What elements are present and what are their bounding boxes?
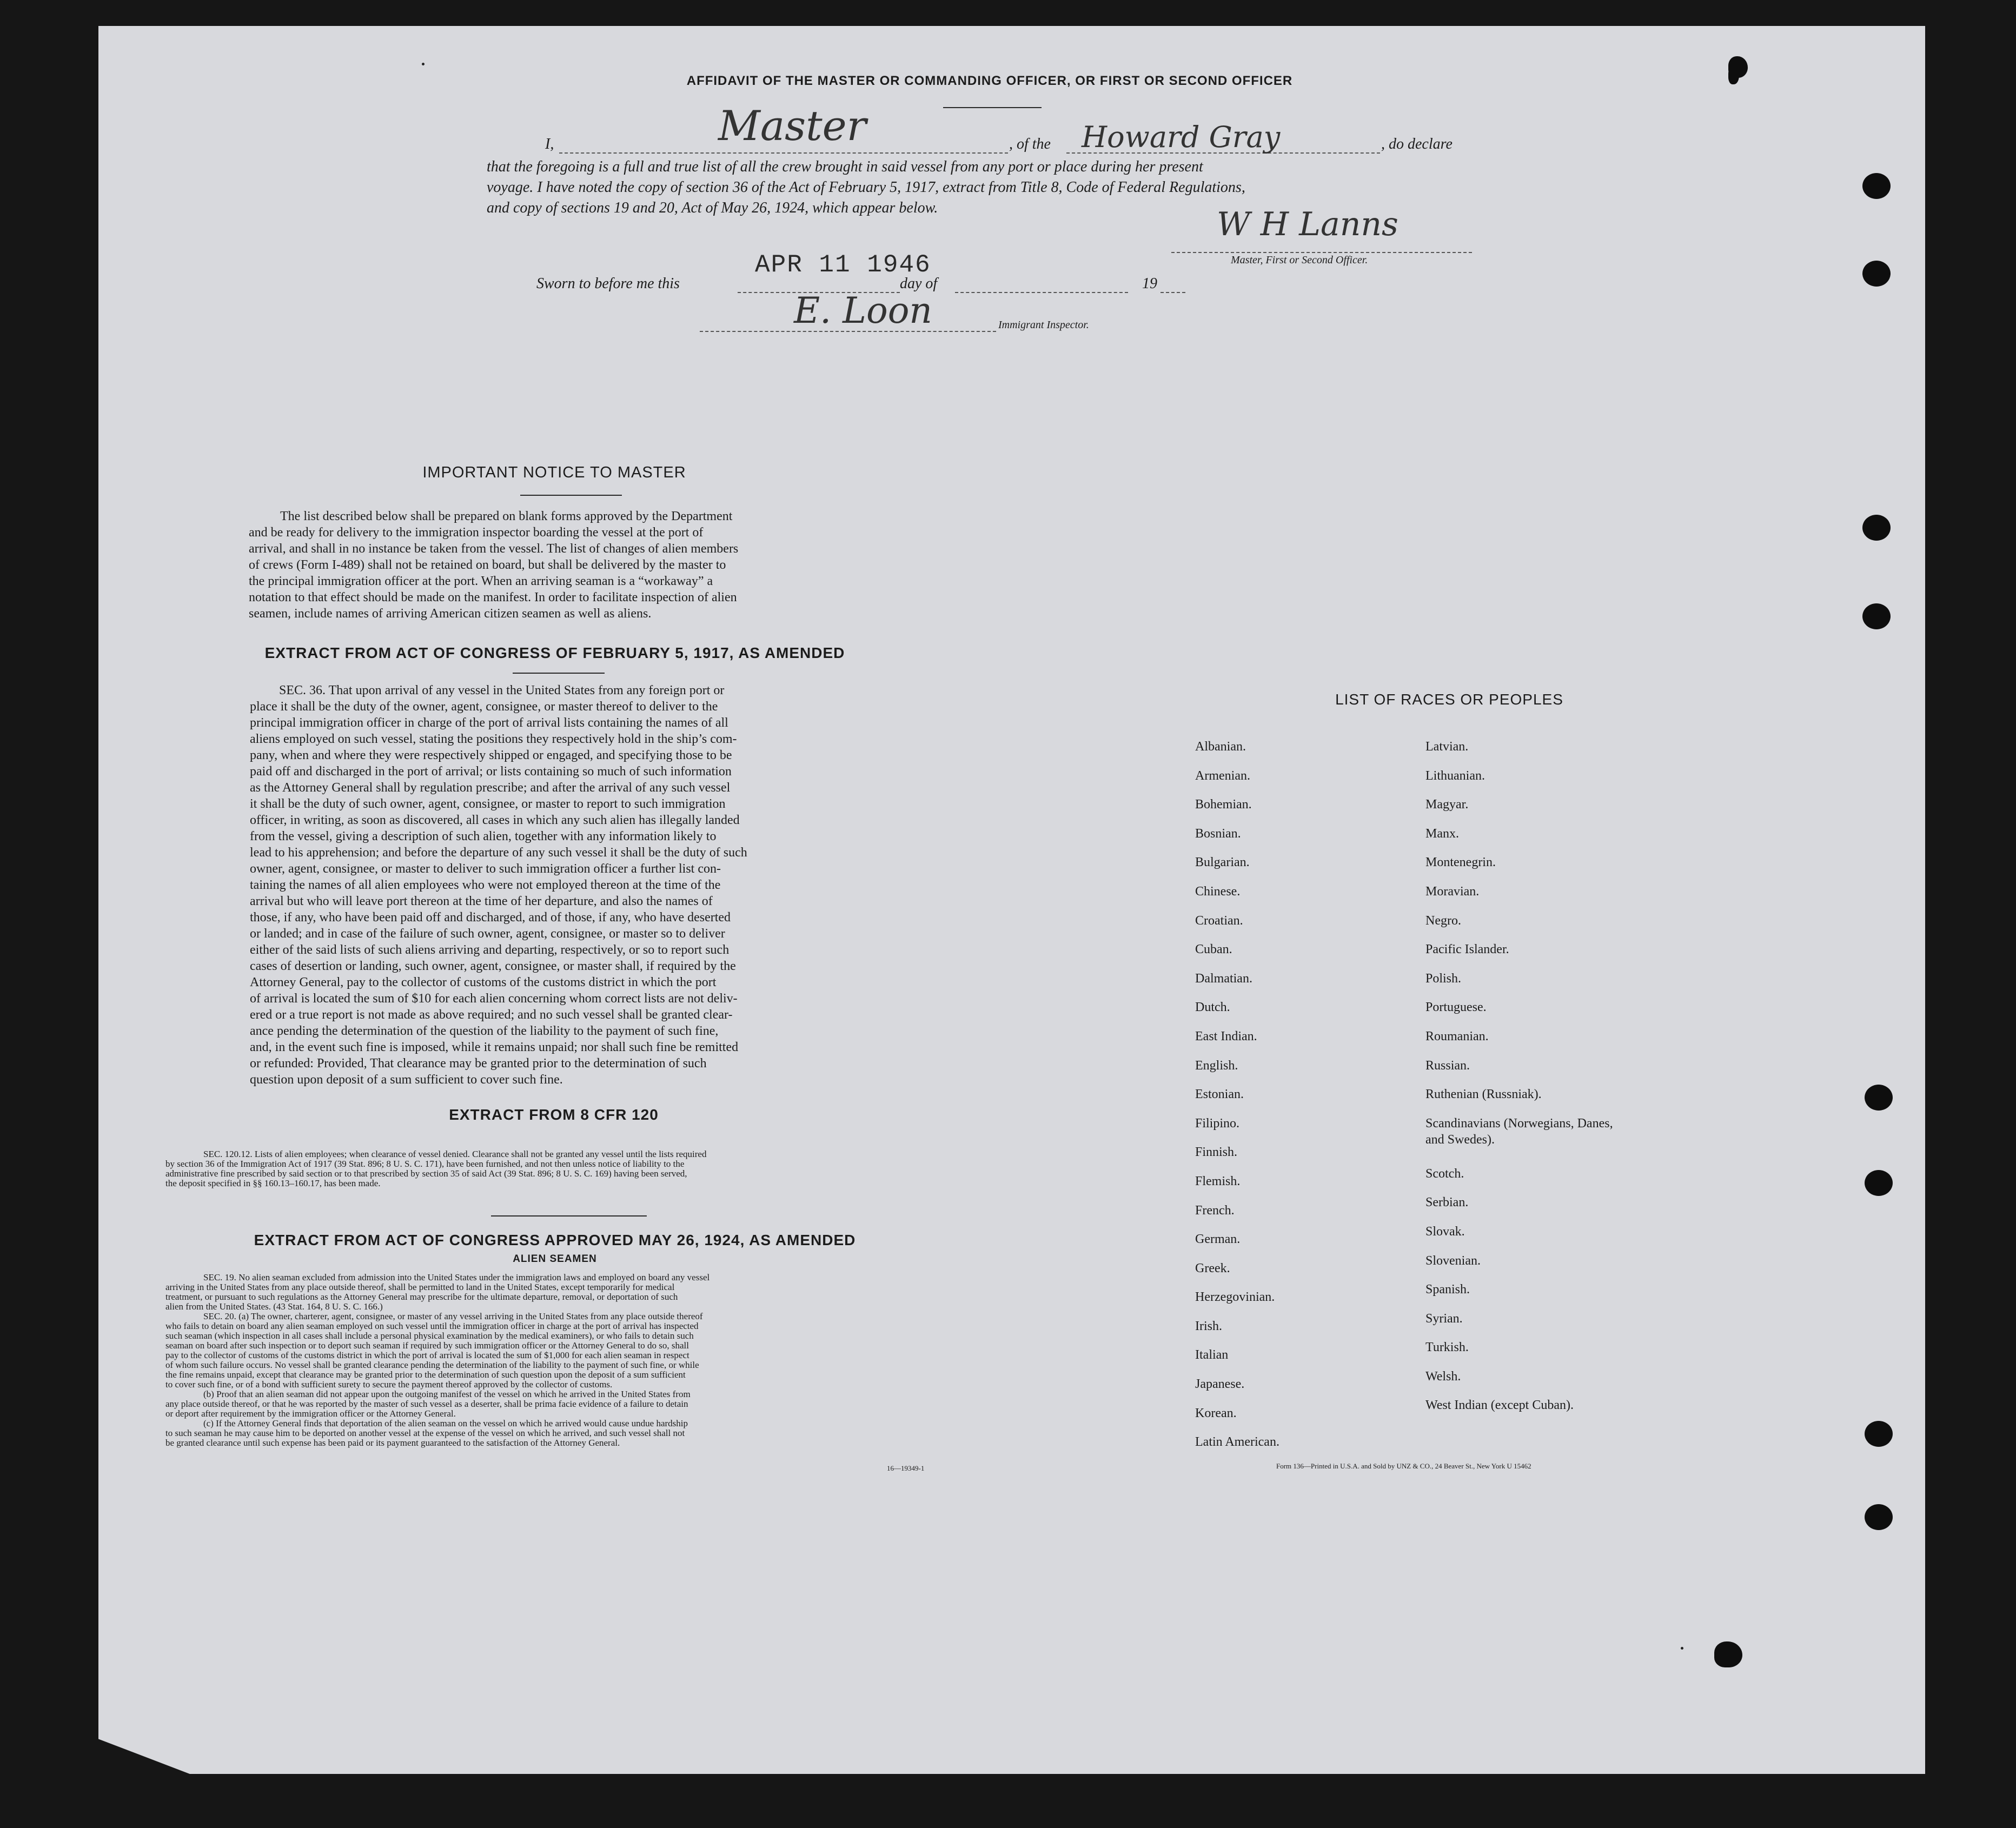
sworn-day-label: day of <box>900 275 938 292</box>
sec36-line: principal immigration officer in charge of the port of arrival lists containing the names of all <box>250 716 728 730</box>
sec36-line: or refunded: Provided, That clearance may be granted prior to the determination of such <box>250 1056 707 1071</box>
race-item: Estonian. <box>1195 1087 1244 1102</box>
alien-seamen-line: (b) Proof that an alien seaman did not appear upon the outgoing manifest of the vessel on which he arrived in the United States from <box>203 1389 691 1399</box>
alien-seamen-line: arriving in the United States from any place outside thereof, shall be permitted to land in the United States, except temporarily for medical <box>165 1282 675 1292</box>
sworn-year-label: 19 <box>1142 275 1157 292</box>
sec36-line: paid off and discharged in the port of arrival; or lists containing so much of such information <box>250 765 732 779</box>
alien-seamen-line: to cover such fine, or of a bond with sufficient surety to secure the payment thereof approved by the collector of customs. <box>165 1379 613 1390</box>
inspector-signature-line <box>700 331 996 332</box>
extract-1917-rule <box>513 673 605 674</box>
inspector-signature: E. Loon <box>794 290 932 331</box>
race-item: Bosnian. <box>1195 826 1241 841</box>
sec36-line: those, if any, who have been paid off and discharged, and of those, if any, who have deserted <box>250 910 731 925</box>
alien-seamen-line: seaman on board after such inspection or to deport such seaman if required by such immigration officer or the Attorney General to do so, shall <box>165 1340 689 1351</box>
race-item: Latin American. <box>1195 1435 1279 1450</box>
race-item: Roumanian. <box>1425 1029 1489 1043</box>
race-item: Flemish. <box>1195 1174 1241 1188</box>
race-item: East Indian. <box>1195 1029 1257 1043</box>
alien-seamen-line: SEC. 19. No alien seaman excluded from admission into the United States under the immigration laws and employed on board any vessel <box>203 1272 710 1282</box>
notice-title: IMPORTANT NOTICE TO MASTER <box>422 464 686 481</box>
sec36-line: from the vessel, giving a description of such alien, together with any information likely to <box>250 829 717 843</box>
race-item: English. <box>1195 1058 1238 1073</box>
race-item: Syrian. <box>1425 1311 1463 1326</box>
binder-hole <box>1865 1085 1893 1111</box>
binder-hole <box>1865 1504 1893 1530</box>
alien-seamen-line: such seaman (which inspection in all cases shall include a personal physical examination by the medical examiners), or who fails to detain such <box>165 1331 694 1341</box>
alien-seamen-line: the fine remains unpaid, except that clearance may be granted prior to the determination of such question upon the deposit of a sum sufficient <box>165 1370 686 1380</box>
race-item: Moravian. <box>1425 884 1480 899</box>
binder-hole <box>1862 603 1891 629</box>
alien-seamen-line: to such seaman he may cause him to be deported on another vessel at the expense of the vessel on which he arrived, and such vessel shall not <box>165 1428 685 1438</box>
extract-1924-subtitle: ALIEN SEAMEN <box>513 1253 597 1265</box>
sec36-line: cases of desertion or landing, such owner, agent, consignee, or master shall, if required by the <box>250 959 736 973</box>
race-item: Dutch. <box>1195 1000 1230 1015</box>
alien-seamen-line: treatment, or pursuant to such regulations as the Attorney General may prescribe for the ultimate departure, removal, or deportation of such <box>165 1292 678 1302</box>
race-item: Scandinavians (Norwegians, Danes, and Swedes). <box>1425 1116 1613 1147</box>
paper-speck <box>1681 1647 1683 1650</box>
alien-seamen-line: or deport after requirement by the immigration officer or the Attorney General. <box>165 1408 456 1419</box>
race-item: Portuguese. <box>1425 1000 1487 1015</box>
race-item: Magyar. <box>1425 797 1469 812</box>
race-item: Greek. <box>1195 1261 1230 1275</box>
master-signature: W H Lanns <box>1217 205 1398 243</box>
sec36-line: place it shall be the duty of the owner, agent, consignee, or master thereof to deliver to the <box>250 700 718 714</box>
race-item: Scotch. <box>1425 1166 1464 1181</box>
cfr-divider <box>491 1215 647 1217</box>
sec36-line: it shall be the duty of such owner, agent, consignee, or master to report to such immigration <box>250 797 726 811</box>
title-rule <box>943 107 1042 108</box>
race-item: Finnish. <box>1195 1145 1238 1160</box>
race-item: French. <box>1195 1203 1235 1218</box>
race-item: Lithuanian. <box>1425 768 1485 783</box>
race-item: Bulgarian. <box>1195 855 1250 870</box>
race-item: Pacific Islander. <box>1425 942 1509 957</box>
affidavit-line1-suffix: , do declare <box>1381 136 1453 152</box>
sec36-line: or landed; and in case of the failure of such owner, agent, consignee, or master so to deliver <box>250 927 725 941</box>
race-item: Cuban. <box>1195 942 1232 957</box>
races-left-column <box>1195 739 1279 1463</box>
race-item: Negro. <box>1425 913 1461 928</box>
alien-seamen-line: SEC. 20. (a) The owner, charterer, agent, consignee, or master of any vessel arriving in the United States from any place outside thereof <box>203 1311 703 1321</box>
alien-seamen-line: of whom such failure occurs. No vessel shall be granted clearance pending the determination of the liability to the payment of such fine, or while <box>165 1360 699 1370</box>
binder-hole <box>1865 1421 1893 1447</box>
form-footer: Form 136—Printed in U.S.A. and Sold by UNZ & CO., 24 Beaver St., New York U 15462 <box>1276 1462 1531 1470</box>
master-name-line <box>559 152 1008 154</box>
notice-line: seamen, include names of arriving American citizen seamen as well as aliens. <box>249 607 652 621</box>
master-signature-caption: Master, First or Second Officer. <box>1231 254 1368 266</box>
sec36-line: of arrival is located the sum of $10 for each alien concerning whom correct lists are not deliv- <box>250 992 738 1006</box>
race-item: Ruthenian (Russniak). <box>1425 1087 1542 1102</box>
master-name-handwriting: Master <box>718 102 866 150</box>
master-signature-line <box>1171 252 1472 253</box>
sworn-year-line <box>1160 292 1185 293</box>
vessel-name-handwriting: Howard Gray <box>1082 120 1281 154</box>
affidavit-line4: and copy of sections 19 and 20, Act of May 26, 1924, which appear below. <box>487 200 938 216</box>
extract-1924-text <box>165 1273 944 1448</box>
race-item: Dalmatian. <box>1195 971 1252 986</box>
races-title: LIST OF RACES OR PEOPLES <box>1335 691 1563 708</box>
race-item: Armenian. <box>1195 768 1250 783</box>
race-item: Polish. <box>1425 971 1462 986</box>
notice-line: of crews (Form I-489) shall not be retained on board, but shall be delivered by the master to <box>249 558 726 572</box>
race-item: Albanian. <box>1195 740 1246 754</box>
binder-hole <box>1865 1170 1893 1196</box>
sec36-line: SEC. 36. That upon arrival of any vessel in the United States from any foreign port or <box>279 683 725 697</box>
sec36-line: either of the said lists of such aliens arriving and departing, respectively, or so to report such <box>250 943 730 957</box>
race-item: Japanese. <box>1195 1377 1245 1392</box>
race-item: Herzegovinian. <box>1195 1290 1275 1305</box>
cfr-text <box>165 1149 944 1188</box>
race-item: Montenegrin. <box>1425 855 1496 870</box>
alien-seamen-line: be granted clearance until such expense has been paid or its payment guaranteed to the satisfaction of the Attorney General. <box>165 1438 620 1448</box>
notice-line: notation to that effect should be made on the manifest. In order to facilitate inspection of alien <box>249 590 737 604</box>
section-36-text <box>250 682 860 1088</box>
race-item: Manx. <box>1425 826 1459 841</box>
sec36-line: and, in the event such fine is imposed, while it remains unpaid; nor shall such fine be remitted <box>250 1040 739 1054</box>
notice-body <box>249 508 861 622</box>
binder-hole <box>1862 173 1891 199</box>
race-item: German. <box>1195 1232 1241 1247</box>
alien-seamen-line: who fails to detain on board any alien seaman employed on such vessel until the immigration officer in charge at the port of arrival has inspected <box>165 1321 699 1331</box>
extract-1924-title: EXTRACT FROM ACT OF CONGRESS APPROVED MAY 26, 1924, AS AMENDED <box>254 1232 856 1248</box>
sec36-line: ance pending the determination of the question of the liability to the payment of such fine, <box>250 1024 719 1038</box>
sec36-line: aliens employed on such vessel, stating the positions they respectively hold in the ship’s com- <box>250 732 737 746</box>
affidavit-line3: voyage. I have noted the copy of section 36 of the Act of February 5, 1917, extract from Title 8, Code of Federal Regulations, <box>487 179 1245 196</box>
race-item: Slovak. <box>1425 1224 1465 1239</box>
affidavit-title: AFFIDAVIT OF THE MASTER OR COMMANDING OFFICER, OR FIRST OR SECOND OFFICER <box>686 74 1293 88</box>
race-item: Filipino. <box>1195 1116 1240 1131</box>
extract-1917-title: EXTRACT FROM ACT OF CONGRESS OF FEBRUARY 5, 1917, AS AMENDED <box>264 644 845 661</box>
affidavit-line1-prefix: I, <box>545 136 554 152</box>
alien-seamen-line: any place outside thereof, or that he was reported by the master of such vessel as a deserter, shall be prima facie evidence of a failure to detain <box>165 1399 688 1409</box>
race-item: Latvian. <box>1425 740 1469 754</box>
sec36-line: pany, when and where they were respectively shipped or engaged, and specifying those to be <box>250 748 732 762</box>
race-item: Russian. <box>1425 1058 1470 1073</box>
paper-speck <box>422 63 425 65</box>
notice-line: The list described below shall be prepared on blank forms approved by the Department <box>280 509 733 523</box>
cfr-line: the deposit specified in §§ 160.13–160.17, has been made. <box>165 1178 381 1188</box>
race-item: Spanish. <box>1425 1282 1470 1297</box>
race-item: Croatian. <box>1195 913 1243 928</box>
notice-rule <box>520 495 622 496</box>
cfr-line: SEC. 120.12. Lists of alien employees; when clearance of vessel denied. Clearance shall not be granted any vessel until the lists required <box>203 1149 707 1159</box>
sec36-line: lead to his apprehension; and before the departure of any such vessel it shall be the duty of such <box>250 846 747 860</box>
race-item: Serbian. <box>1425 1195 1469 1210</box>
affidavit-line1-mid: , of the <box>1009 136 1051 152</box>
race-item: Slovenian. <box>1425 1253 1481 1268</box>
cfr-line: by section 36 of the Immigration Act of 1917 (39 Stat. 896; 8 U. S. C. 171), have been furnished, and not then unless notice of liability to the <box>165 1159 685 1169</box>
sec36-line: arrival but who will leave port thereon at the time of her departure, and also the names of <box>250 894 713 908</box>
sec36-line: taining the names of all alien employees who were not employed thereon at the time of the <box>250 878 721 892</box>
sec36-line: owner, agent, consignee, or master to deliver to such immigration officer a further list con- <box>250 862 721 876</box>
cfr-line: administrative fine prescribed by said section or to that prescribed by section 35 of said Act (39 Stat. 896; 8 U. S. C. 169) having been served, <box>165 1168 687 1179</box>
notice-line: arrival, and shall in no instance be taken from the vessel. The list of changes of alien members <box>249 542 739 556</box>
race-item: Korean. <box>1195 1406 1237 1420</box>
sworn-prefix: Sworn to before me this <box>536 275 680 292</box>
cfr-title: EXTRACT FROM 8 CFR 120 <box>449 1106 659 1123</box>
race-item: Irish. <box>1195 1319 1222 1333</box>
ink-blot <box>1728 66 1739 84</box>
binder-hole <box>1862 515 1891 541</box>
race-item: Bohemian. <box>1195 797 1252 812</box>
sec36-line: question upon deposit of a sum sufficient to cover such fine. <box>250 1073 563 1087</box>
sec36-line: ered or a true report is not made as above required; and no such vessel shall be granted clear- <box>250 1008 733 1022</box>
sec36-line: Attorney General, pay to the collector of customs of the customs district in which the port <box>250 975 717 989</box>
alien-seamen-line: pay to the collector of customs of the customs district in which the port of arrival is located the sum of $1,000 for each alien seaman in respect <box>165 1350 689 1360</box>
ink-blot <box>1714 1641 1742 1667</box>
race-item: Turkish. <box>1425 1340 1469 1355</box>
races-right-column <box>1425 739 1631 1426</box>
form-number: 16—19349-1 <box>887 1464 925 1472</box>
notice-line: and be ready for delivery to the immigration inspector boarding the vessel at the port of <box>249 526 704 540</box>
sec36-line: as the Attorney General shall by regulation prescribe; and after the arrival of any such vessel <box>250 781 731 795</box>
alien-seamen-line: (c) If the Attorney General finds that deportation of the alien seaman on the vessel on which he arrived would cause undue hardship <box>203 1418 688 1428</box>
race-item: West Indian (except Cuban). <box>1425 1398 1574 1413</box>
notice-line: the principal immigration officer at the port. When an arriving seaman is a “workaway” a <box>249 574 713 588</box>
alien-seamen-line: alien from the United States. (43 Stat. 164, 8 U. S. C. 166.) <box>165 1301 383 1312</box>
sworn-month-line <box>955 292 1128 293</box>
sec36-line: officer, in writing, as soon as discovered, all cases in which any such alien has illegally landed <box>250 813 740 827</box>
binder-hole <box>1862 261 1891 287</box>
inspector-caption: Immigrant Inspector. <box>998 319 1089 331</box>
date-stamp: APR 11 1946 <box>755 251 931 279</box>
race-item: Italian <box>1195 1348 1229 1362</box>
race-item: Chinese. <box>1195 884 1241 899</box>
affidavit-line2: that the foregoing is a full and true list of all the crew brought in said vessel from any port or place during her present <box>487 158 1203 175</box>
race-item: Welsh. <box>1425 1369 1461 1384</box>
